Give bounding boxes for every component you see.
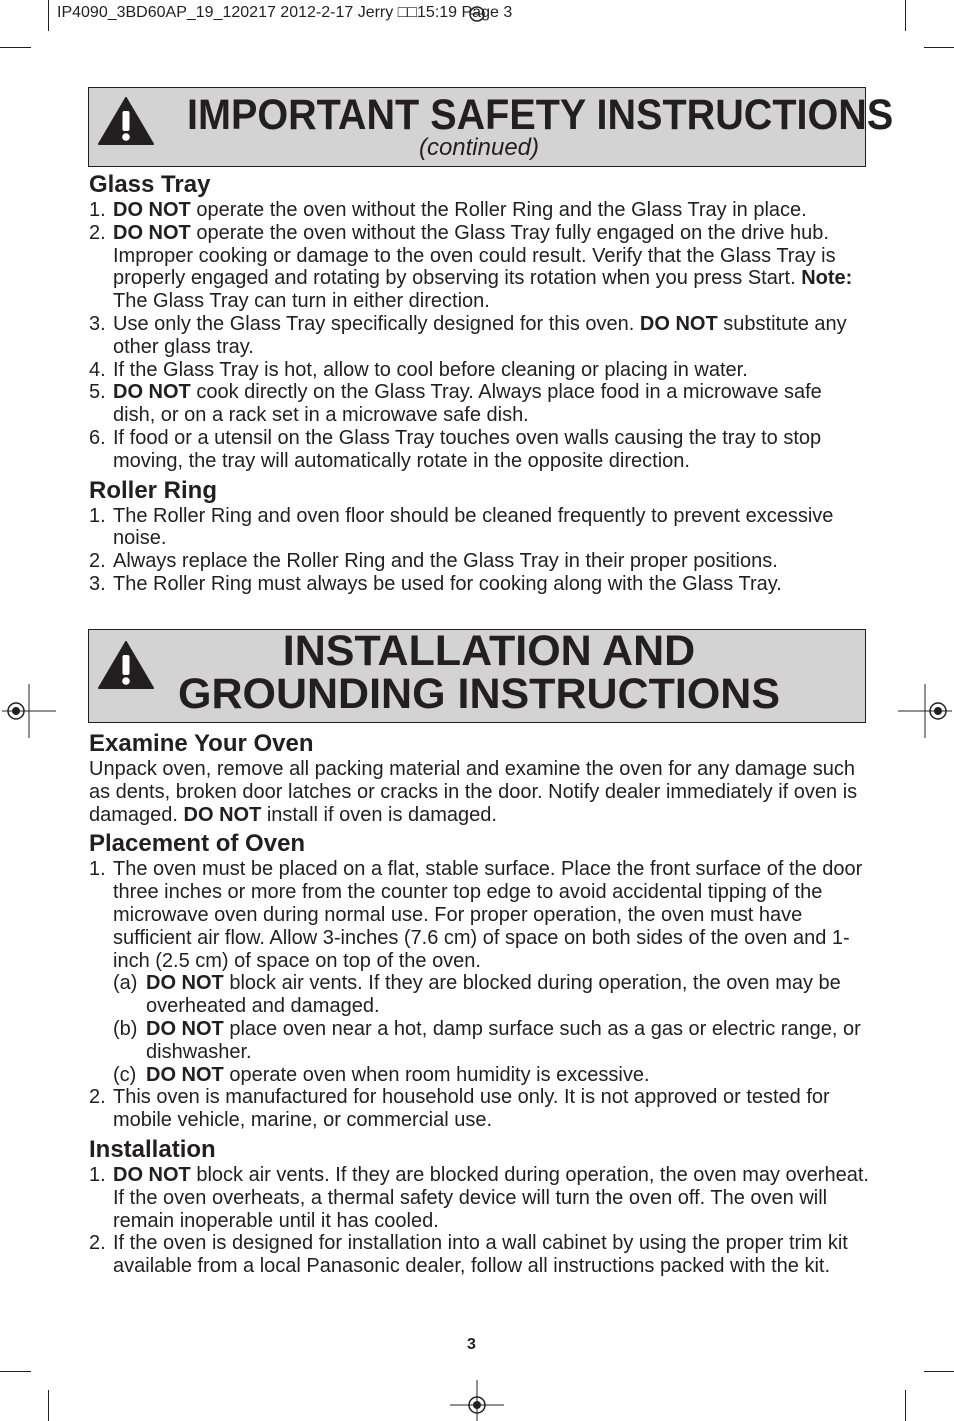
item-text: DO NOT place oven near a hot, damp surface such as a gas or electric range, or dishwasher. — [146, 1017, 861, 1063]
list-item — [89, 550, 869, 573]
item-number: 3. — [89, 572, 106, 595]
item-text: DO NOT operate oven when room humidity is excessive. — [146, 1063, 650, 1086]
registration-mark-icon — [2, 684, 56, 738]
list-item — [89, 222, 869, 313]
item-text: The oven must be placed on a flat, stable surface. Place the front surface of the door three inches or more from the counter top edge to avoid accidental tipping of the microwave oven during normal use. For proper operation, the oven must have sufficient air flow. Allow 3-inches (7.6 cm) of space on both sides of the oven and 1-inch (2.5 cm) of space on top of the oven. — [113, 858, 863, 972]
section-heading: Placement of Oven — [89, 830, 306, 858]
crop-mark — [0, 47, 31, 48]
list-item — [89, 381, 869, 427]
bold-emphasis: DO NOT — [113, 221, 191, 244]
list-item — [113, 972, 869, 1018]
bold-emphasis: DO NOT — [113, 1163, 191, 1186]
item-number: 1. — [89, 858, 106, 881]
print-slug: IP4090_3BD60AP_19_120217 2012-2-17 Jerry □□15:19 Page 3 — [57, 4, 513, 21]
item-number: 5. — [89, 381, 106, 404]
crop-mark — [48, 1390, 49, 1421]
bold-emphasis: DO NOT — [146, 972, 224, 995]
registration-mark-icon — [450, 1380, 504, 1421]
item-text: DO NOT cook directly on the Glass Tray. Always place food in a microwave safe dish, or on a rack set in a microwave safe dish. — [113, 381, 822, 427]
list-item — [89, 858, 869, 1086]
item-number: (c) — [113, 1063, 137, 1086]
warning-triangle-icon — [97, 96, 155, 146]
item-number: 1. — [89, 1163, 106, 1186]
safety-content — [89, 171, 869, 596]
item-text: DO NOT block air vents. If they are blocked during operation, the oven may be overheated and damaged. — [146, 972, 841, 1018]
item-number: 2. — [89, 1232, 106, 1255]
list-item — [89, 199, 869, 222]
list-item — [89, 359, 869, 382]
banner-title-line: INSTALLATION AND — [282, 627, 696, 675]
item-number: 4. — [89, 358, 106, 381]
item-text: This oven is manufactured for household use only. It is not approved or tested for mobile vehicle, marine, or commercial use. — [113, 1086, 830, 1132]
bold-emphasis: DO NOT — [113, 381, 191, 404]
item-number: 2. — [89, 221, 106, 244]
item-text: If the oven is designed for installation into a wall cabinet by using the proper trim kit available from a local Panasonic dealer, follow all instructions packed with the kit. — [113, 1232, 848, 1278]
item-text: If the Glass Tray is hot, allow to cool before cleaning or placing in water. — [113, 358, 748, 381]
section-heading: Glass Tray — [89, 171, 211, 198]
bold-emphasis: DO NOT — [146, 1017, 224, 1040]
section-heading: Roller Ring — [89, 476, 218, 504]
safety-banner — [88, 87, 894, 167]
list-item — [89, 1232, 869, 1278]
crop-mark — [48, 0, 49, 31]
list-item — [113, 1018, 869, 1064]
bold-emphasis: DO NOT — [183, 803, 262, 826]
item-number: 2. — [89, 1086, 106, 1109]
banner-subtitle: (continued) — [418, 134, 540, 161]
bold-emphasis: DO NOT — [146, 1063, 224, 1086]
bold-emphasis: Note: — [801, 267, 853, 290]
list-item — [89, 573, 869, 596]
bold-emphasis: DO NOT — [113, 199, 191, 221]
crop-mark — [0, 1371, 31, 1372]
crop-mark — [905, 1390, 906, 1421]
item-text: The Roller Ring must always be used for cooking along with the Glass Tray. — [113, 572, 782, 595]
item-number: 2. — [89, 550, 106, 573]
installation-banner — [88, 629, 866, 723]
placement-list — [89, 858, 869, 1132]
banner-title: IMPORTANT SAFETY INSTRUCTIONS — [187, 91, 894, 139]
item-text: DO NOT operate the oven without the Glass Tray fully engaged on the drive hub. Improper cooking or damage to the oven could result. Verify that the Glass Tray is properly engaged and rotating by observing its rotation when you press Start. Note: The Glass Tray can turn in either direction. — [113, 221, 853, 313]
examine-paragraph: Unpack oven, remove all packing material and examine the oven for any damage such as dents, broken door latches or cracks in the door. Notify dealer immediately if oven is damaged. DO NOT install if oven is damaged. — [89, 758, 858, 826]
item-text: If food or a utensil on the Glass Tray touches oven walls causing the tray to stop moving, the tray will automatically rotate in the opposite direction. — [113, 426, 822, 472]
list-item — [89, 1164, 869, 1232]
roller-ring-list — [89, 505, 869, 596]
item-number: 1. — [89, 504, 106, 527]
section-heading: Installation — [89, 1135, 216, 1163]
item-text: Use only the Glass Tray specifically designed for this oven. DO NOT substitute any other glass tray. — [113, 312, 847, 358]
list-item — [89, 1086, 869, 1132]
list-item — [89, 505, 869, 551]
crop-mark — [924, 1371, 954, 1372]
item-text: The Roller Ring and oven floor should be cleaned frequently to prevent excessive noise. — [113, 504, 834, 550]
item-text: Always replace the Roller Ring and the Glass Tray in their proper positions. — [113, 550, 778, 573]
item-number: 6. — [89, 426, 106, 449]
item-number: 3. — [89, 312, 106, 335]
item-number: (a) — [113, 972, 138, 995]
banner-title-line: GROUNDING INSTRUCTIONS — [178, 670, 780, 718]
installation-list — [89, 1164, 869, 1278]
list-item — [113, 1064, 869, 1087]
banner-title — [129, 627, 829, 718]
item-number: 1. — [89, 199, 106, 221]
registration-mark-icon — [450, 0, 504, 30]
list-item — [89, 427, 869, 473]
item-text: DO NOT operate the oven without the Roller Ring and the Glass Tray in place. — [113, 199, 807, 221]
list-item — [89, 313, 869, 359]
bold-emphasis: DO NOT — [639, 312, 718, 335]
page-number: 3 — [467, 1336, 476, 1353]
section-heading: Examine Your Oven — [89, 730, 314, 757]
item-text: DO NOT block air vents. If they are blocked during operation, the oven may overheat. If the oven overheats, a thermal safety device will turn the oven off. The oven will remain inoperable until it has cooled. — [113, 1163, 869, 1232]
item-number: (b) — [113, 1017, 138, 1040]
placement-sublist — [113, 972, 869, 1086]
installation-content — [89, 730, 869, 1278]
registration-mark-icon — [898, 684, 952, 738]
crop-mark — [924, 47, 954, 48]
crop-mark — [905, 0, 906, 31]
glass-tray-list — [89, 199, 869, 473]
